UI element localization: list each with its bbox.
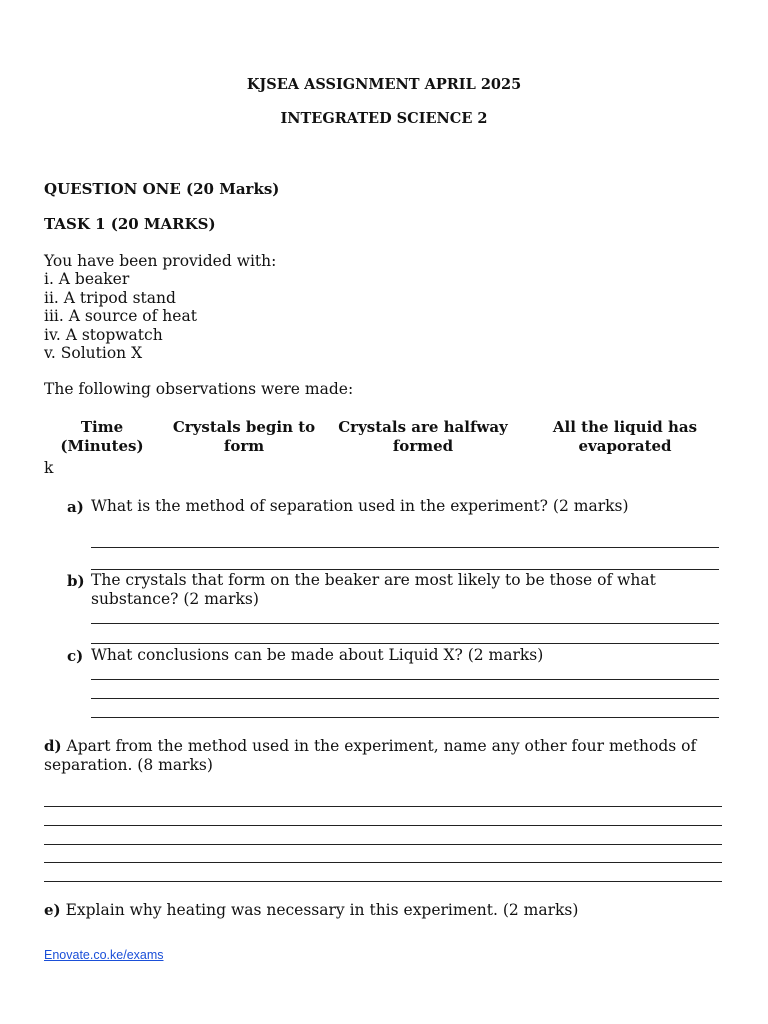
question-b-text-line1: The crystals that form on the beaker are most likely to be those of what bbox=[91, 571, 656, 589]
observations-intro: The following observations were made: bbox=[44, 380, 354, 398]
answer-line[interactable] bbox=[91, 569, 719, 570]
header-line: Crystals are halfway bbox=[338, 418, 508, 436]
provided-item: ii. A tripod stand bbox=[44, 289, 176, 307]
question-a-label: a) bbox=[67, 498, 84, 516]
answer-line[interactable] bbox=[91, 547, 719, 548]
provided-item: iii. A source of heat bbox=[44, 307, 197, 325]
question-c-label: c) bbox=[67, 647, 84, 665]
header-line: Time bbox=[80, 418, 124, 436]
provided-intro: You have been provided with: bbox=[44, 252, 277, 270]
answer-line[interactable] bbox=[44, 862, 722, 863]
question-b-text-line2: substance? (2 marks) bbox=[91, 590, 259, 608]
question-b-label: b) bbox=[67, 572, 85, 590]
table-header-begin bbox=[165, 418, 323, 455]
provided-item: i. A beaker bbox=[44, 270, 130, 288]
question-d-label: d) bbox=[44, 737, 62, 755]
answer-line[interactable] bbox=[44, 825, 722, 826]
answer-line[interactable] bbox=[91, 643, 719, 644]
provided-item: iv. A stopwatch bbox=[44, 326, 163, 344]
header-line: form bbox=[223, 436, 265, 455]
header-line: formed bbox=[392, 436, 454, 455]
table-header-evaporated bbox=[540, 418, 710, 455]
header-line: (Minutes) bbox=[60, 436, 144, 455]
question-e-text: Explain why heating was necessary in this experiment. (2 marks) bbox=[60, 901, 579, 919]
question-d-text: Apart from the method used in the experiment, name any other four methods of bbox=[61, 737, 697, 755]
question-d-text-line2: separation. (8 marks) bbox=[44, 756, 213, 774]
question-d-line1 bbox=[44, 737, 696, 756]
stray-text: k bbox=[44, 459, 54, 477]
answer-line[interactable] bbox=[44, 881, 722, 882]
document-subtitle: INTEGRATED SCIENCE 2 bbox=[280, 110, 488, 127]
answer-line[interactable] bbox=[44, 806, 722, 807]
question-a-text: What is the method of separation used in the experiment? (2 marks) bbox=[91, 497, 629, 515]
question-c-text: What conclusions can be made about Liquid X? (2 marks) bbox=[91, 646, 544, 664]
question-e-label: e) bbox=[44, 901, 61, 919]
answer-line[interactable] bbox=[91, 623, 719, 624]
header-line: evaporated bbox=[578, 436, 672, 455]
footer-link[interactable]: Enovate.co.ke/exams bbox=[44, 948, 164, 962]
answer-line[interactable] bbox=[91, 717, 719, 718]
table-header-time bbox=[46, 418, 158, 455]
task-title: TASK 1 (20 MARKS) bbox=[44, 215, 216, 233]
provided-item: v. Solution X bbox=[44, 344, 143, 362]
answer-line[interactable] bbox=[44, 844, 722, 845]
question-e-line bbox=[44, 901, 578, 920]
header-line: Crystals begin to bbox=[172, 418, 316, 436]
header-line: All the liquid has bbox=[552, 418, 698, 436]
answer-line[interactable] bbox=[91, 679, 719, 680]
table-header-halfway bbox=[330, 418, 516, 455]
question-title: QUESTION ONE (20 Marks) bbox=[44, 180, 280, 198]
answer-line[interactable] bbox=[91, 698, 719, 699]
document-title: KJSEA ASSIGNMENT APRIL 2025 bbox=[246, 76, 522, 93]
